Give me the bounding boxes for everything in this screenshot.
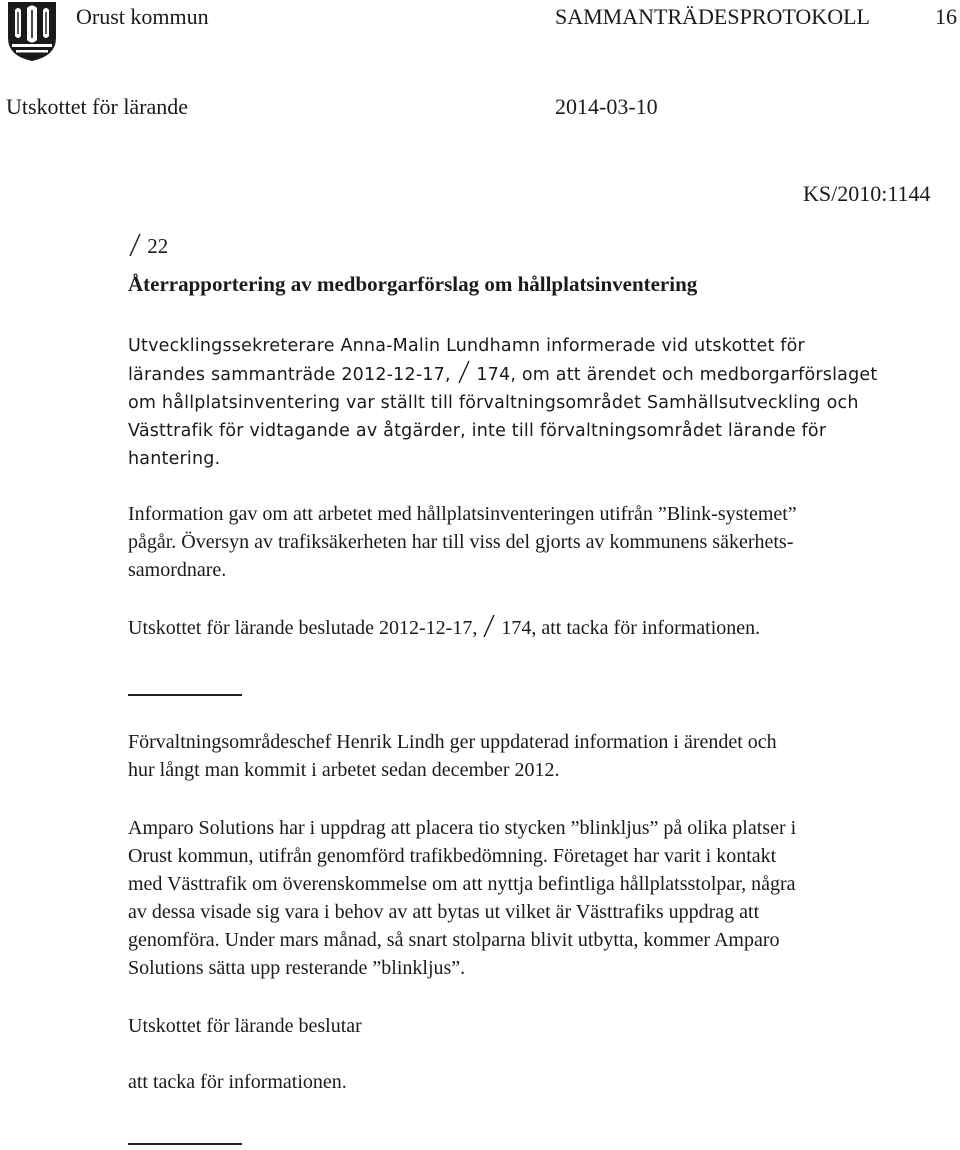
document-type: SAMMANTRÄDESPROTOKOLL (555, 4, 870, 29)
committee-name: Utskottet för lärande (6, 94, 189, 119)
paragraph-2 (128, 500, 938, 584)
text-line: Utskottet för lärande beslutar (128, 1015, 362, 1037)
municipality-crest-icon (6, 0, 58, 62)
section-sign-icon (457, 360, 471, 384)
text-line: med Västtrafik om överenskommelse om att nyttja befintliga hållplatsstolpar, några (128, 873, 796, 895)
section-number: 22 (147, 234, 169, 258)
case-number: KS/2010:1144 (803, 181, 931, 206)
text-line: pågår. Översyn av trafiksäkerheten har till viss del gjorts av kommunens säkerhets- (128, 531, 794, 553)
paragraph-5 (128, 814, 938, 982)
text-line: Amparo Solutions har i uppdrag att placera tio stycken ”blinkljus” på olika platser i (128, 817, 797, 839)
text-line (128, 614, 938, 642)
text-fragment: lärandes sammanträde 2012-12-17, (128, 365, 451, 385)
text-fragment: 174, om att ärendet och medborgarförslaget (476, 365, 878, 385)
municipality-name: Orust kommun (76, 4, 209, 29)
text-line: Utvecklingssekreterare Anna-Malin Lundhamn informerade vid utskottet för (128, 336, 805, 356)
text-line (128, 360, 938, 389)
separator-line (128, 694, 242, 696)
text-line: genomföra. Under mars månad, så snart stolparna blivit utbytta, kommer Amparo (128, 929, 780, 951)
paragraph-3 (128, 614, 938, 642)
text-line: att tacka för informationen. (128, 1071, 347, 1093)
text-fragment: Utskottet för lärande beslutade 2012-12-17, (128, 617, 478, 639)
text-fragment: 174, att tacka för informationen. (501, 617, 761, 639)
text-line: Förvaltningsområdeschef Henrik Lindh ger uppdaterad information i ärendet och (128, 731, 777, 753)
text-line: hantering. (128, 449, 221, 469)
text-line: Västtrafik för vidtagande av åtgärder, inte till förvaltningsområdet lärande för (128, 421, 827, 441)
section-sign-icon (482, 614, 496, 638)
page-number: 16 (935, 4, 957, 29)
section-sign-icon (128, 233, 142, 257)
text-line: om hållplatsinventering var ställt till förvaltningsområdet Samhällsutveckling och (128, 393, 859, 413)
decision-text (128, 1068, 938, 1096)
text-line: hur långt man kommit i arbetet sedan december 2012. (128, 759, 560, 781)
text-line: Information gav om att arbetet med hållplatsinventeringen utifrån ”Blink-systemet” (128, 503, 797, 525)
section-title: Återrapportering av medborgarförslag om hållplatsinventering (128, 272, 698, 296)
text-line: Orust kommun, utifrån genomförd trafikbedömning. Företaget har varit i kontakt (128, 845, 777, 867)
section-number-line (128, 233, 168, 259)
separator-line (128, 1143, 242, 1145)
text-line: av dessa visade sig vara i behov av att bytas ut vilket är Västtrafiks uppdrag att (128, 901, 760, 923)
meeting-date: 2014-03-10 (555, 94, 658, 119)
text-line: Solutions sätta upp resterande ”blinkljus”. (128, 957, 466, 979)
paragraph-4 (128, 728, 938, 784)
text-line: samordnare. (128, 559, 227, 581)
decision-intro (128, 1012, 938, 1040)
paragraph-1 (128, 332, 938, 473)
